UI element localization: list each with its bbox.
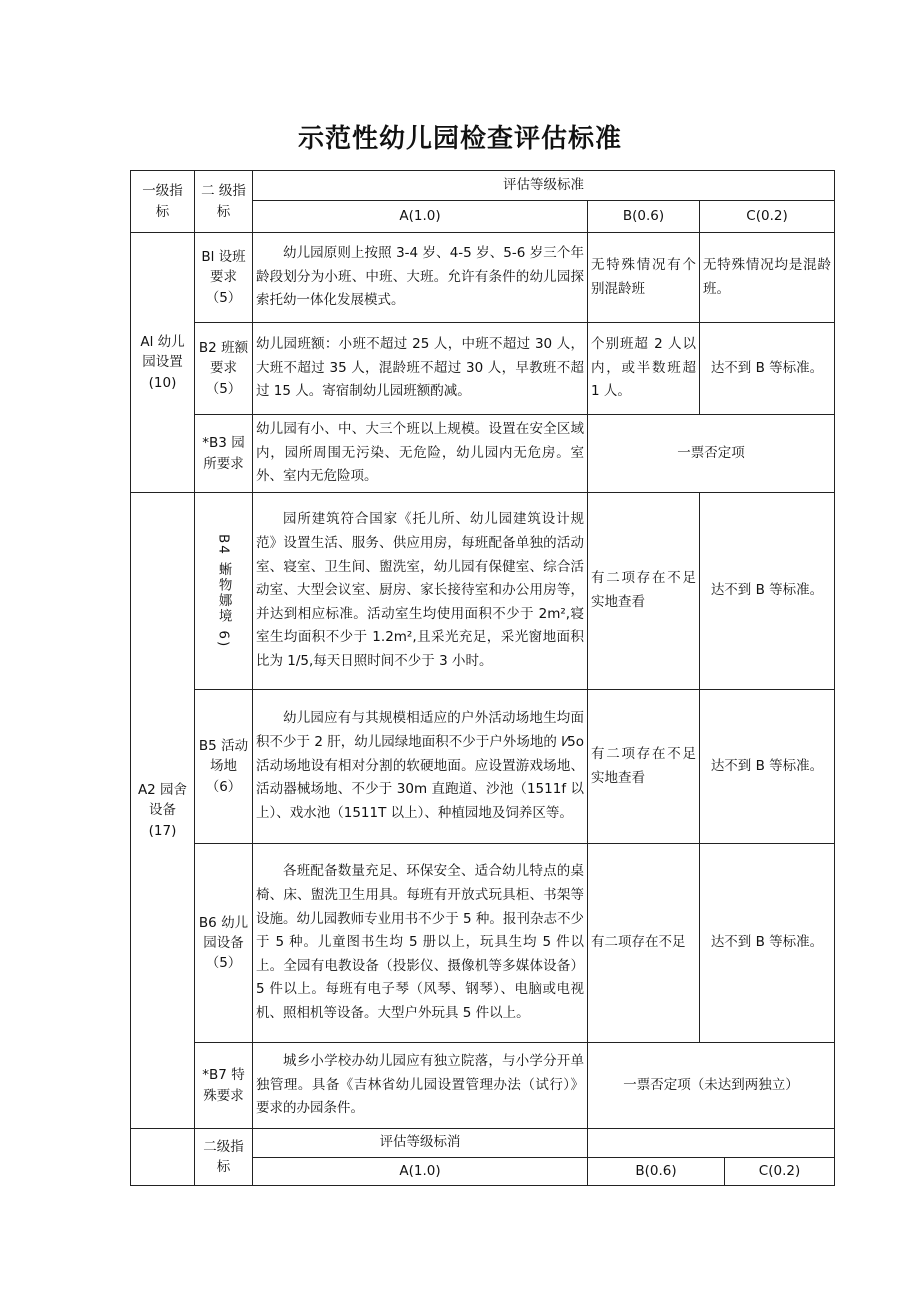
footer-level2: 二级指标	[195, 1129, 253, 1186]
header-level2: 二 级指标	[195, 171, 253, 233]
table-row	[131, 690, 835, 844]
row-label: *B7 特殊要求	[195, 1043, 253, 1129]
footer-grade-a: A(1.0)	[253, 1157, 588, 1186]
footer-grade-c: C(0.2)	[725, 1157, 835, 1186]
evaluation-table	[130, 170, 835, 1129]
row-label: B2 班额要求（5）	[195, 323, 253, 415]
table-row	[131, 323, 835, 415]
footer-empty-cell	[131, 1129, 195, 1186]
row-label: *B3 园所要求	[195, 415, 253, 493]
page-title: 示范性幼儿园检查评估标准	[297, 124, 622, 154]
row-label: B4 蜥物娜境 6)	[215, 533, 232, 649]
row-criteria-bc: 一票否定项	[588, 415, 835, 493]
table-row	[131, 493, 835, 690]
row-criteria-c: 达不到 B 等标准。	[700, 844, 835, 1043]
row-criteria-a: 幼儿园原则上按照 3-4 岁、4-5 岁、5-6 岁三个年龄段划分为小班、中班、大班。允许有条件的幼儿园探索托幼一体化发展模式。	[253, 233, 588, 323]
row-criteria-b: 个别班超 2 人以内，或半数班超 1 人。	[588, 323, 700, 415]
footer-standard: 评估等级标消	[253, 1129, 588, 1158]
header-grade-b: B(0.6)	[588, 201, 700, 233]
row-criteria-a: 城乡小学校办幼儿园应有独立院落，与小学分开单独管理。具备《吉林省幼儿园设置管理办法（试行）》要求的办园条件。	[253, 1043, 588, 1129]
table-row	[131, 233, 835, 323]
row-label: Bl 设班要求（5）	[195, 233, 253, 323]
row-criteria-bc: 一票否定项（未达到两独立）	[588, 1043, 835, 1129]
row-label: B6 幼儿园设备（5）	[195, 844, 253, 1043]
row-label: B5 活动场地（6）	[195, 690, 253, 844]
table-row	[131, 844, 835, 1043]
row-criteria-a: 幼儿园班额：小班不超过 25 人，中班不超过 30 人，大班不超过 35 人，混龄班不超过 30 人，早教班不超过 15 人。寄宿制幼儿园班额酌减。	[253, 323, 588, 415]
group-label-a1: Al 幼儿园设置(10)	[131, 233, 195, 493]
row-criteria-b: 有二项存在不足实地查看	[588, 690, 700, 844]
header-standard: 评估等级标准	[253, 171, 835, 201]
row-criteria-c: 达不到 B 等标准。	[700, 493, 835, 690]
row-criteria-a: 幼儿园有小、中、大三个班以上规模。设置在安全区域内，园所周围无污染、无危险，幼儿园内无危房。室外、室内无危险项。	[253, 415, 588, 493]
header-grade-a: A(1.0)	[253, 201, 588, 233]
footer-blank	[588, 1129, 835, 1158]
row-criteria-a: 幼儿园应有与其规模相适应的户外活动场地生均面积不少于 2 肝，幼儿园绿地面积不少于户外场地的 l⁄5o 活动场地设有相对分割的软硬地面。应设置游戏场地、活动器械场地、不少于 30m 直跑道、沙池（1511f 以上）、戏水池（1511T 以上）、种植园地及饲养区等。	[253, 690, 588, 844]
row-criteria-c: 无特殊情况均是混龄班。	[700, 233, 835, 323]
row-criteria-c: 达不到 B 等标准。	[700, 690, 835, 844]
row-criteria-a: 各班配备数量充足、环保安全、适合幼儿特点的桌椅、床、盥洗卫生用具。每班有开放式玩具柜、书架等设施。幼儿园教师专业用书不少于 5 种。报刊杂志不少于 5 种。儿童图书生均 5 册以上，玩具生均 5 件以上。全园有电教设备（投影仪、摄像机等多媒体设备）5 件以上。每班有电子琴（风琴、钢琴）、电脑或电视机、照相机等设备。大型户外玩具 5 件以上。	[253, 844, 588, 1043]
header-grade-c: C(0.2)	[700, 201, 835, 233]
table-row	[131, 415, 835, 493]
evaluation-table-footer	[130, 1128, 835, 1186]
row-criteria-a: 园所建筑符合国家《托儿所、幼儿园建筑设计规范》设置生活、服务、供应用房，每班配备单独的活动室、寝室、卫生间、盥洗室，幼儿园有保健室、综合活动室、大型会议室、厨房、家长接待室和办公用房等，并达到相应标准。活动室生均使用面积不少于 2m²,寝室生均面积不少于 1.2m²,且采光充足，采光窗地面积比为 1/5,每天日照时间不少于 3 小时。	[253, 493, 588, 690]
table-row	[131, 1043, 835, 1129]
row-criteria-b: 有二项存在不足	[588, 844, 700, 1043]
group-label-a2: A2 园舍设备(17)	[131, 493, 195, 1129]
footer-grade-b: B(0.6)	[588, 1157, 725, 1186]
header-level1: 一级指标	[131, 171, 195, 233]
row-criteria-b: 无特殊情况有个别混龄班	[588, 233, 700, 323]
row-criteria-c: 达不到 B 等标准。	[700, 323, 835, 415]
row-criteria-b: 有二项存在不足实地查看	[588, 493, 700, 690]
